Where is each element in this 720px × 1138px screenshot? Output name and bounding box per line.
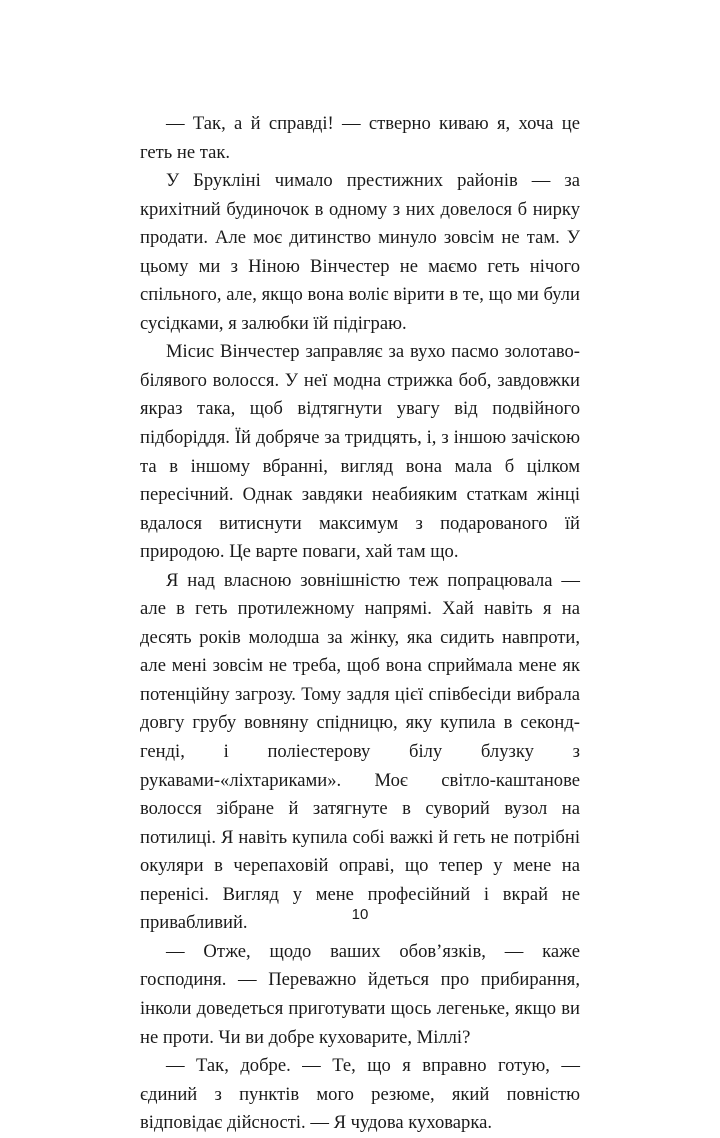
page-number: 10: [351, 906, 369, 923]
paragraph-3: Місис Вінчестер заправляє за вухо пасмо золотаво-білявого волосся. У неї модна стрижка боб, завдовжки якраз така, щоб відтягнути увагу від подвійного підборіддя. Їй добряче за тридцять, і, з іншою зачіскою та в іншому вбранні, вигляд вона мала б цілком пересічний. Однак завдяки неабияким статкам жінці вдалося витиснути максимум з подарованого їй природою. Це варте поваги, хай там що.: [140, 341, 580, 563]
paragraph-6: — Так, добре. — Те, що я вправно готую, — єдиний з пунктів мого резюме, який повністю відповідає дійсності. — Я чудова куховарка.: [140, 1055, 580, 1134]
paragraph-2: У Брукліні чимало престижних районів — за крихітний будиночок в одному з них довелося б нирку продати. Але моє дитинство минуло зовсім не там. У цьому ми з Ніною Вінчестер не маємо геть нічого спільного, але, якщо вона воліє вірити в те, що ми були сусідками, я залюбки їй підіграю.: [140, 170, 580, 334]
paragraph-5: — Отже, щодо ваших обов’язків, — каже господиня. — Переважно йдеться про прибирання, інколи доведеться приготувати щось легеньке, якщо ви не проти. Чи ви добре куховарите, Міллі?: [140, 940, 580, 1048]
body-text: [140, 110, 580, 1138]
paragraph-1: — Так, а й справді! — стверно киваю я, хоча це геть не так.: [140, 113, 580, 163]
paragraph-4: Я над власною зовнішністю теж попрацювала — але в геть протилежному напрямі. Хай навіть я на десять років молодша за жінку, яка сидить навпроти, але мені зовсім не треба, щоб вона сприймала мене як потенційну загрозу. Тому задля цієї співбесіди вибрала довгу грубу вовняну спідницю, яку купила в секонд-генді, і поліестерову білу блузку з рукавами-«ліхтариками». Моє світло-каштанове волосся зібране й затягнуте в суворий вузол на потилиці. Я навіть купила собі важкі й геть не потрібні окуляри в черепаховій оправі, що тепер у мене на перенісі. Вигляд у мене професійний і вкрай не привабливий.: [140, 569, 580, 934]
